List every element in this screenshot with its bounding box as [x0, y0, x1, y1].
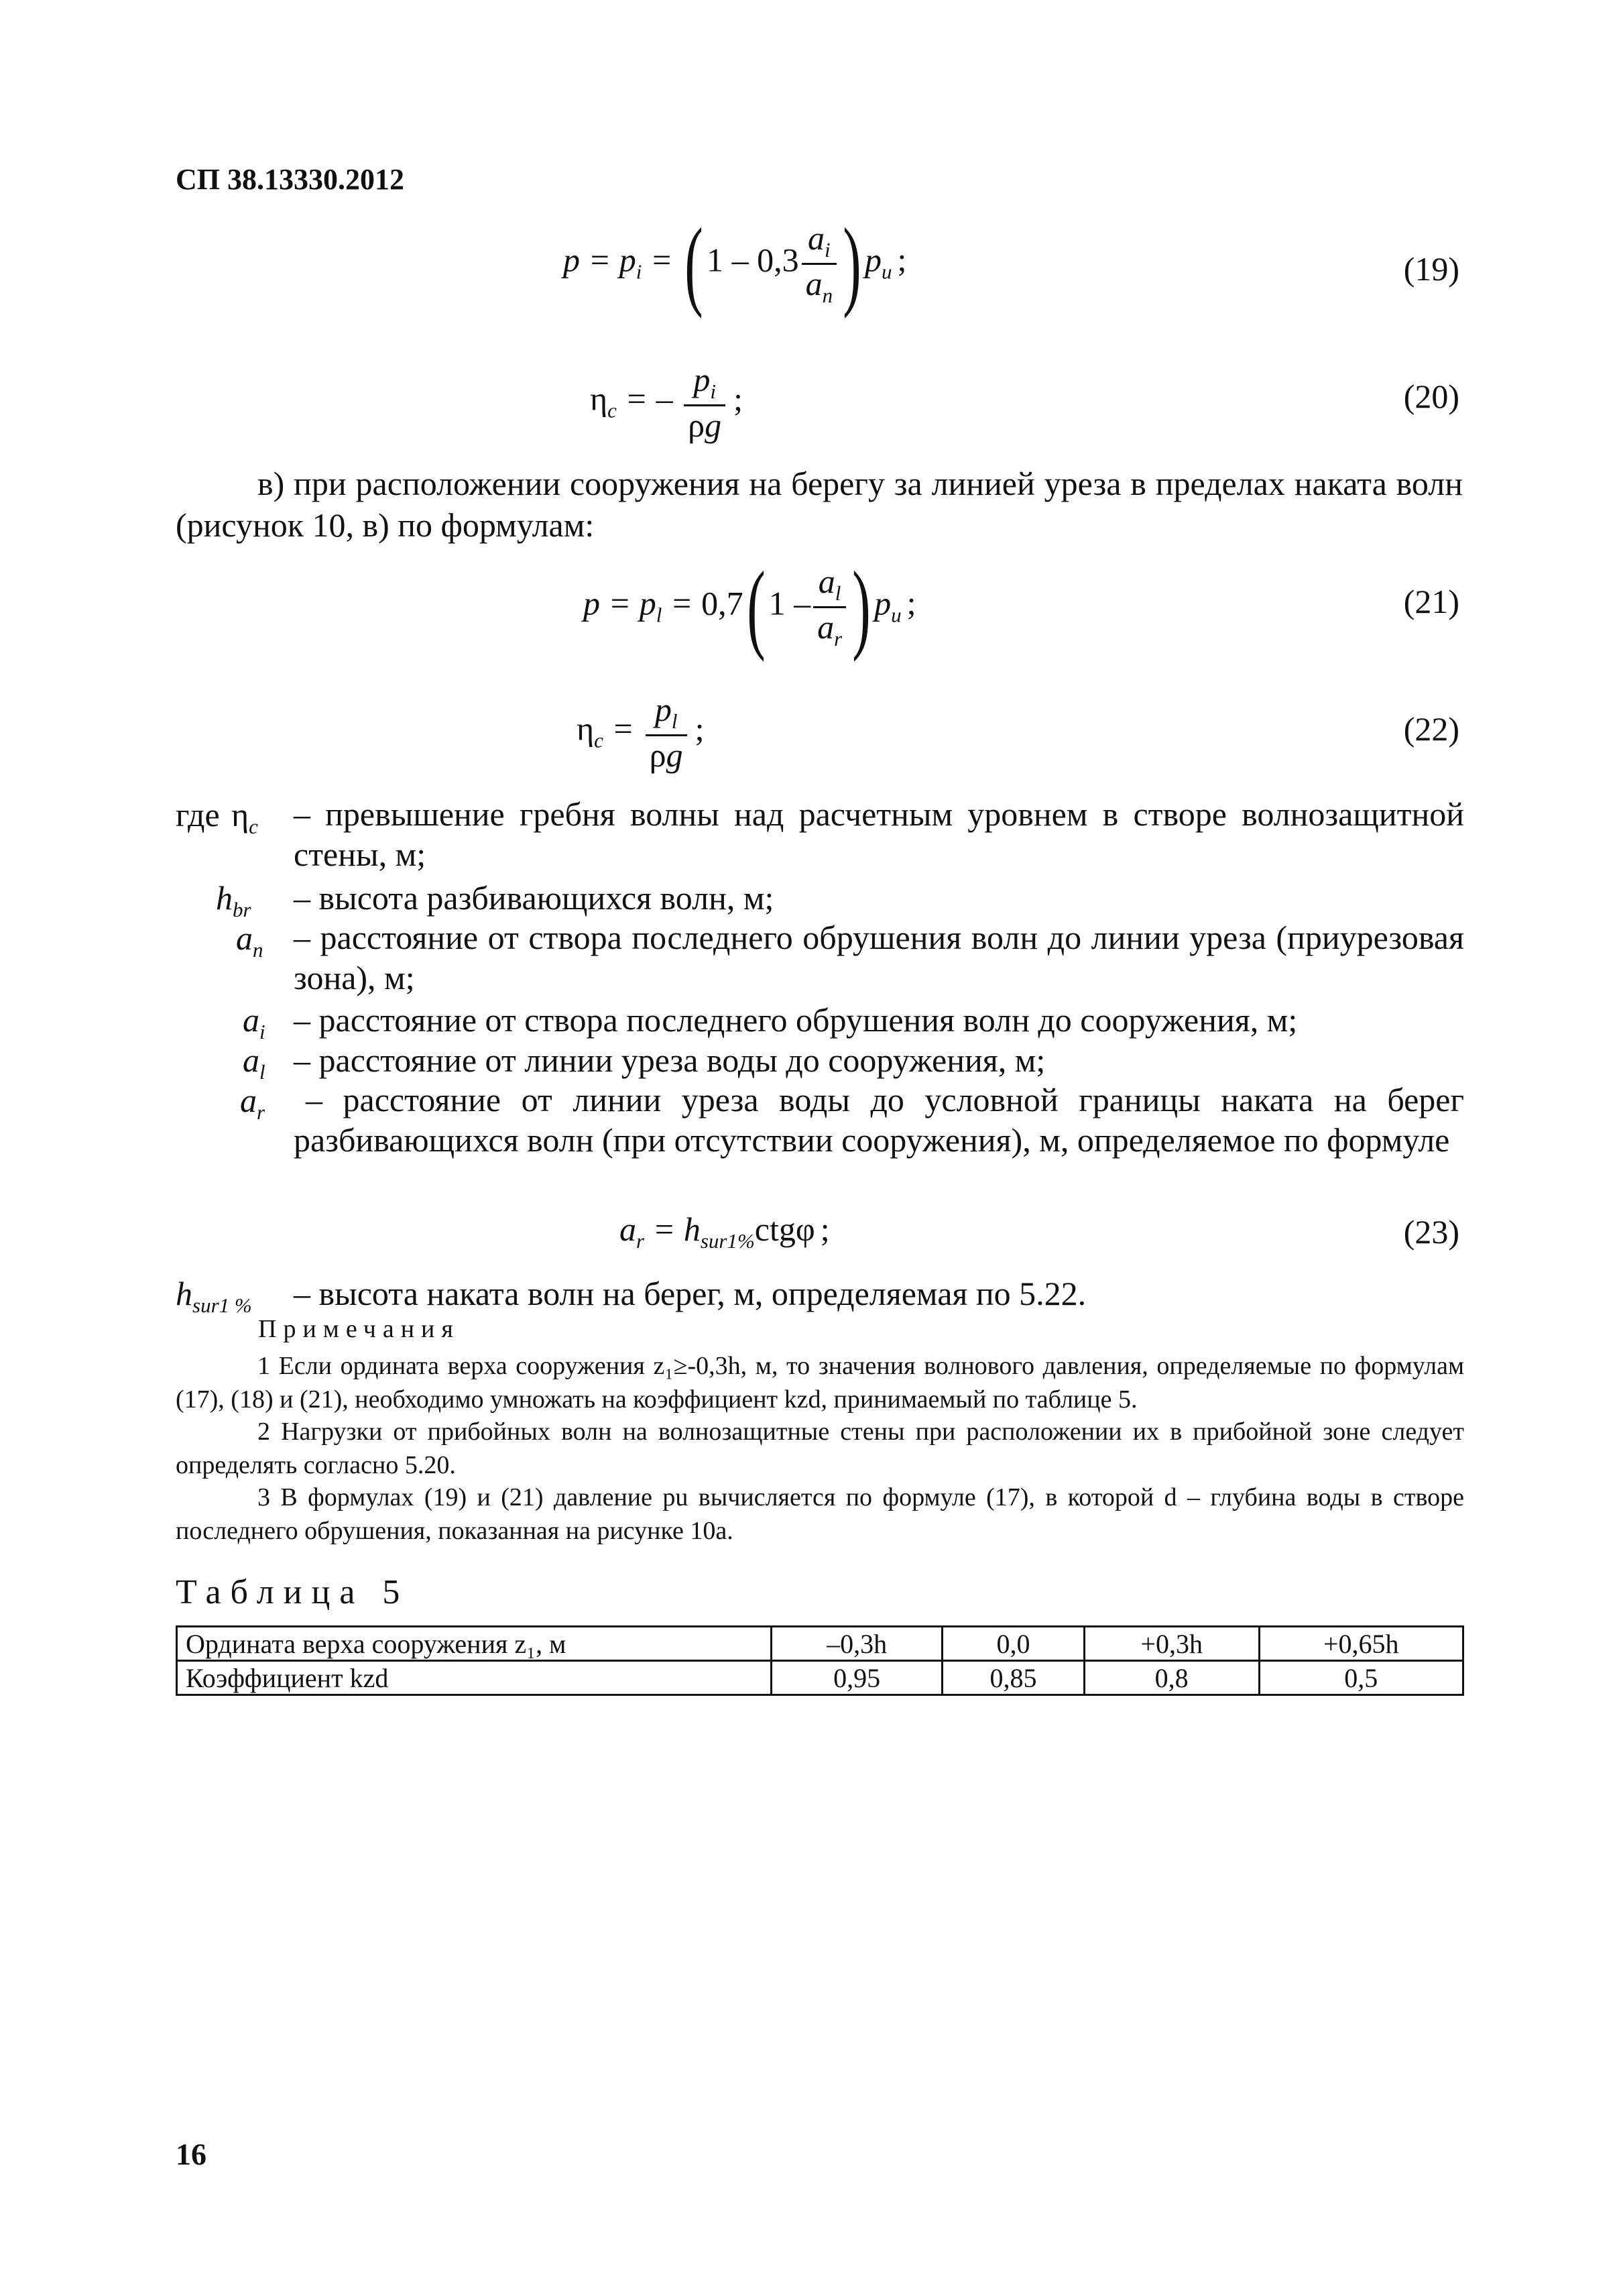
formula-21: $p = p_l = 0,7$( 1 – $\frac{a_l}{a_r}$ ) $p_u$ ; [583, 551, 916, 663]
table-cell: –0,3h [772, 1627, 943, 1661]
symbol-a-i: $a_i$ [243, 1001, 265, 1043]
document-code: СП 38.13330.2012 [176, 163, 404, 196]
equation-number-19: (19) [1403, 250, 1459, 288]
table-row-label: Ордината верха сооружения z₁, м [177, 1627, 772, 1661]
table-5-title: Таблица 5 [176, 1573, 410, 1611]
definition-a-i: – расстояние от створа последнего обрушения волн до сооружения, м; [294, 1001, 1298, 1039]
table-cell: 0,85 [943, 1661, 1085, 1695]
where-word: где [176, 796, 220, 834]
equation-number-22: (22) [1403, 710, 1459, 748]
equation-number-21: (21) [1403, 583, 1459, 620]
formula-22: $\eta_c$ = $\frac{p_l}{\rho g}$ ; [577, 691, 705, 774]
table-row-label: Коэффициент kzd [177, 1661, 772, 1695]
definition-h-br: – высота разбивающихся волн, м; [294, 879, 774, 917]
table-cell: 0,5 [1259, 1661, 1463, 1695]
definition-a-n: – расстояние от створа последнего обрушения волн до линии уреза (приурезовая зона), м; [294, 919, 1464, 996]
equation-number-20: (20) [1403, 378, 1459, 415]
table-row [177, 1661, 1463, 1695]
paragraph-case-v: в) при расположении сооружения на берегу за линией уреза в пределах наката волн (рисунок 10, в) по формулам: [176, 465, 1463, 544]
symbol-a-l: $a_l$ [243, 1041, 265, 1084]
formula-19: $p = p_i$ = ( 1 – 0,3 $\frac{a_i}{a_n}$ ) $p_u$ ; [563, 208, 907, 319]
equation-number-23: (23) [1403, 1213, 1459, 1251]
formula-23: $a_r = h_{sur1\%}ctg\varphi$ ; [619, 1210, 830, 1253]
table-cell: +0,3h [1084, 1627, 1259, 1661]
table-cell: 0,0 [943, 1627, 1085, 1661]
symbol-a-r: $a_r$ [240, 1082, 265, 1124]
note-1: 1 Если ордината верха сооружения z₁≥-0,3h, м, то значения волнового давления, определяемые по формулам (17), (18) и (21), необходимо умножать на коэффициент kzd, принимаемый по таблице 5. [176, 1352, 1464, 1414]
page-number: 16 [176, 2137, 206, 2171]
formula-20: $\eta_c$ = – $\frac{p_i}{\rho g}$ ; [590, 361, 743, 444]
symbol-a-n: $a_n$ [236, 919, 263, 962]
note-2: 2 Нагрузки от прибойных волн на волнозащитные стены при расположении их в прибойной зоне следует определять согласно 5.20. [176, 1418, 1464, 1479]
notes-heading: Примечания [258, 1315, 460, 1343]
definition-a-r: – расстояние от линии уреза воды до условной границы наката на берег разбивающихся волн (при отсутствии сооружения), м, определяемое по формуле [294, 1081, 1464, 1159]
symbol-h-sur1: $h_{sur1 \%}$ [176, 1275, 252, 1317]
definition-h-sur1: – высота наката волн на берег, м, определяемая по 5.22. [294, 1275, 1087, 1312]
definition-a-l: – расстояние от линии уреза воды до сооружения, м; [294, 1041, 1046, 1079]
table-row [177, 1627, 1463, 1661]
table-cell: 0,95 [772, 1661, 943, 1695]
note-3: 3 В формулах (19) и (21) давление pu вычисляется по формуле (17), в которой d – глубина воды в створе последнего обрушения, показанная на рисунке 10а. [176, 1483, 1464, 1545]
symbol-eta-c: $\eta_c$ [231, 796, 258, 838]
table-cell: +0,65h [1259, 1627, 1463, 1661]
symbol-h-br: $h_{br}$ [216, 879, 251, 921]
table-5 [176, 1625, 1464, 1696]
table-cell: 0,8 [1084, 1661, 1259, 1695]
definition-eta-c: – превышение гребня волны над расчетным уровнем в створе волнозащитной стены, м; [294, 795, 1464, 873]
